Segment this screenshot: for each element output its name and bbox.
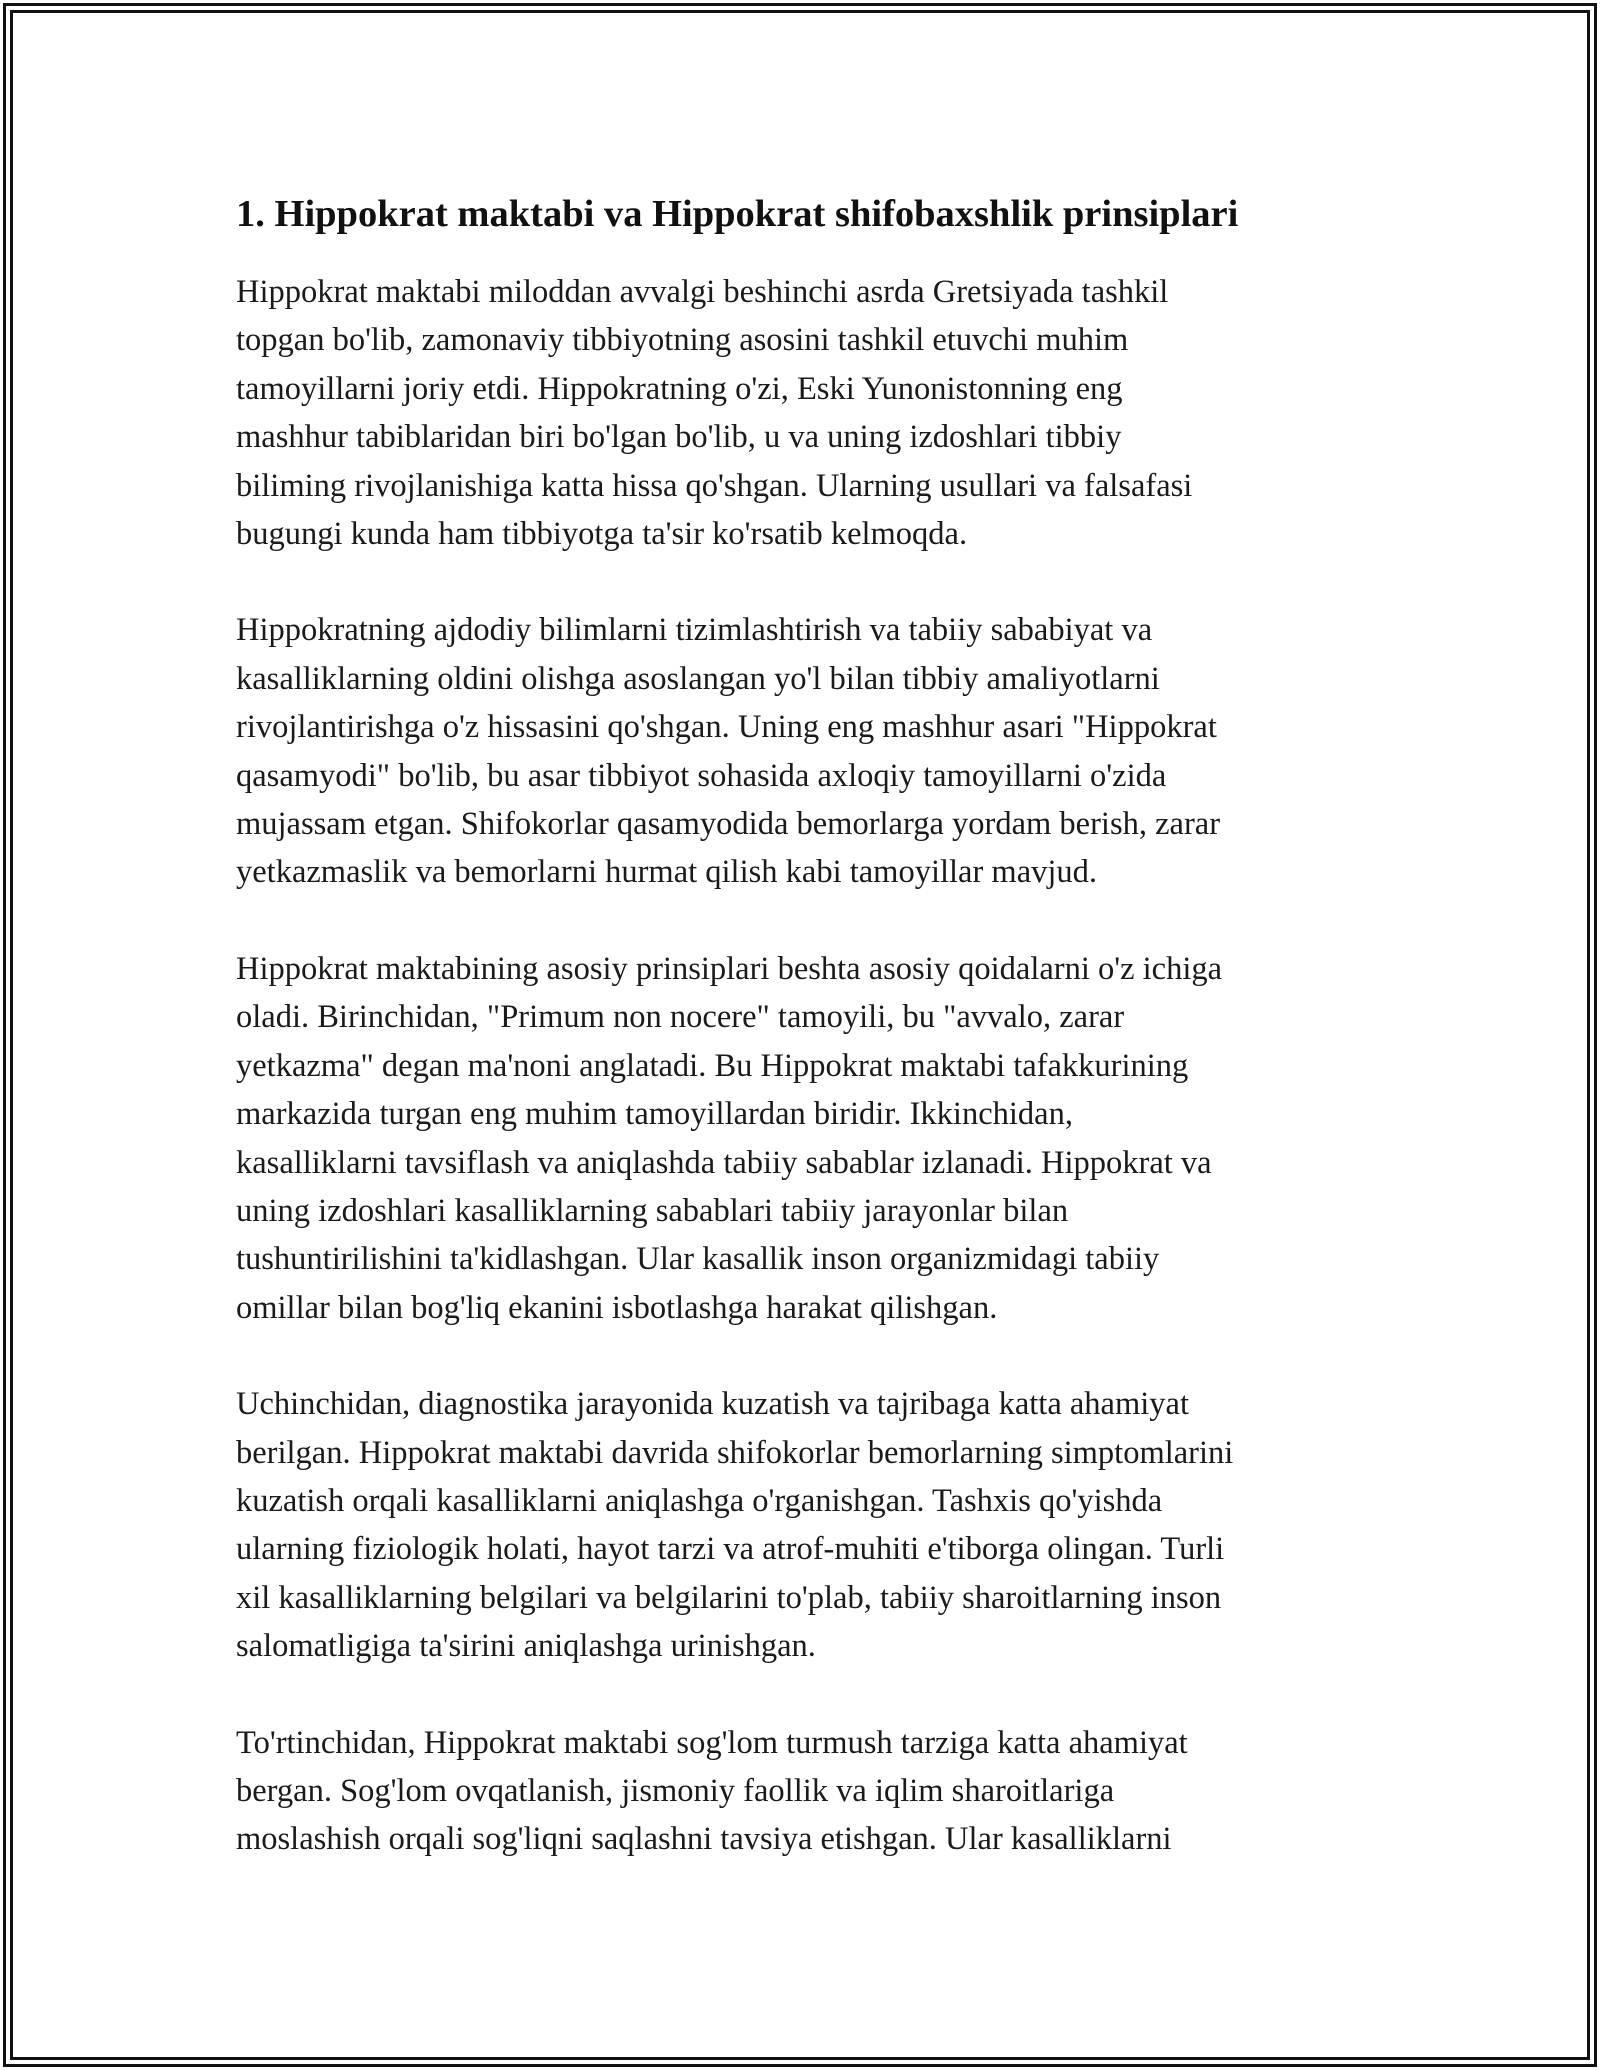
text-line: yetkazmaslik va bemorlarni hurmat qilish kabi tamoyillar mavjud. (236, 854, 1098, 891)
text-line: omillar bilan bog'liq ekanini isbotlashga harakat qilishgan. (236, 1289, 998, 1326)
text-line: uning izdoshlari kasalliklarning sabablari tabiiy jarayonlar bilan (236, 1192, 1069, 1229)
text-line: markazida turgan eng muhim tamoyillardan biridir. Ikkinchidan, (236, 1096, 1073, 1133)
text-line: yetkazma" degan ma'noni anglatadi. Bu Hippokrat maktabi tafakkurining (236, 1047, 1189, 1084)
text-line: tushuntirilishini ta'kidlashgan. Ular kasallik inson organizmidagi tabiiy (236, 1241, 1160, 1278)
paragraph-1 (236, 268, 1366, 558)
document-body (236, 186, 1366, 1912)
section-title: 1. Hippokrat maktabi va Hippokrat shifobaxshlik prinsiplari (236, 193, 1239, 235)
text-line: kasalliklarning oldini olishga asoslangan yo'l bilan tibbiy amaliyotlarni (236, 660, 1160, 697)
text-line: oladi. Birinchidan, "Primum non nocere" tamoyili, bu "avvalo, zarar (236, 999, 1125, 1036)
text-line: Uchinchidan, diagnostika jarayonida kuzatish va tajribaga katta ahamiyat (236, 1386, 1189, 1423)
text-line: Hippokratning ajdodiy bilimlarni tizimlashtirish va tabiiy sababiyat va (236, 612, 1153, 649)
text-line: ularning fiziologik holati, hayot tarzi va atrof-muhiti e'tiborga olingan. Turli (236, 1531, 1225, 1568)
text-line: salomatligiga ta'sirini aniqlashga urinishgan. (236, 1628, 816, 1665)
text-line: bugungi kunda ham tibbiyotga ta'sir ko'rsatib kelmoqda. (236, 516, 968, 553)
text-line: biliming rivojlanishiga katta hissa qo'shgan. Ularning usullari va falsafasi (236, 467, 1193, 504)
paragraph-2 (236, 606, 1366, 896)
text-line: kasalliklarni tavsiflash va aniqlashda tabiiy sabablar izlanadi. Hippokrat va (236, 1144, 1212, 1181)
text-line: qasamyodi" bo'lib, bu asar tibbiyot sohasida axloqiy tamoyillarni o'zida (236, 757, 1167, 794)
text-line: kuzatish orqali kasalliklarni aniqlashga o'rganishgan. Tashxis qo'yishda (236, 1482, 1163, 1519)
text-line: Hippokrat maktabining asosiy prinsiplari beshta asosiy qoidalarni o'z ichiga (236, 950, 1223, 987)
text-line: mashhur tabiblaridan biri bo'lgan bo'lib, u va uning izdoshlari tibbiy (236, 419, 1122, 456)
text-line: Hippokrat maktabi miloddan avvalgi beshinchi asrda Gretsiyada tashkil (236, 274, 1169, 310)
text-line: moslashish orqali sog'liqni saqlashni tavsiya etishgan. Ular kasalliklarni (236, 1821, 1172, 1858)
text-line: To'rtinchidan, Hippokrat maktabi sog'lom turmush tarziga katta ahamiyat (236, 1724, 1188, 1761)
text-line: xil kasalliklarning belgilari va belgilarini to'plab, tabiiy sharoitlarning inson (236, 1579, 1222, 1616)
paragraph-4 (236, 1380, 1366, 1670)
paragraph-5 (236, 1719, 1366, 1864)
text-line: bergan. Sog'lom ovqatlanish, jismoniy faollik va iqlim sharoitlariga (236, 1772, 1115, 1809)
text-line: berilgan. Hippokrat maktabi davrida shifokorlar bemorlarning simptomlarini (236, 1434, 1234, 1471)
text-line: rivojlantirishga o'z hissasini qo'shgan. Uning eng mashhur asari "Hippokrat (236, 709, 1217, 746)
text-line: mujassam etgan. Shifokorlar qasamyodida bemorlarga yordam berish, zarar (236, 806, 1221, 843)
text-line: tamoyillarni joriy etdi. Hippokratning o'zi, Eski Yunonistonning eng (236, 370, 1123, 407)
paragraph-3 (236, 945, 1366, 1332)
text-line: topgan bo'lib, zamonaviy tibbiyotning asosini tashkil etuvchi muhim (236, 322, 1129, 359)
